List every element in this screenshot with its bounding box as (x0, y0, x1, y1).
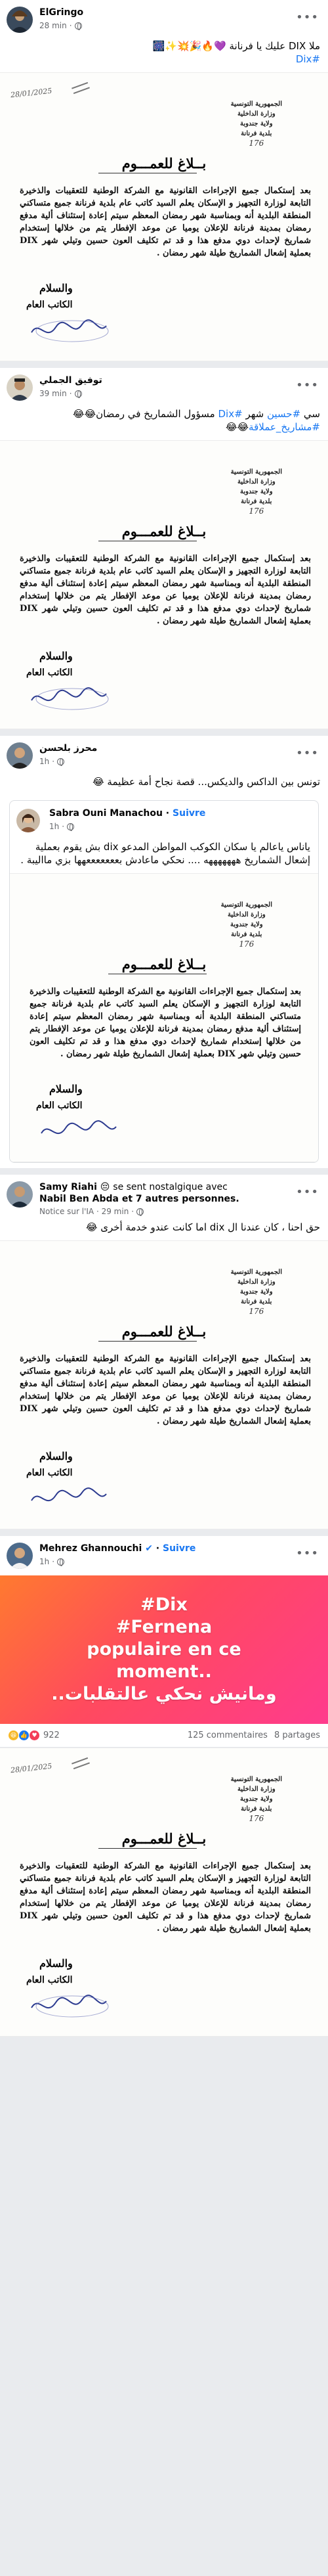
banner-hashtag[interactable]: #Fernena (115, 1617, 213, 1637)
post-meta: 1h · (39, 757, 64, 766)
post-time[interactable]: 1h (39, 757, 50, 766)
signatory: الكاتب العام (26, 300, 73, 310)
globe-icon (75, 22, 82, 30)
verified-icon: ✔ (145, 1543, 153, 1554)
letterhead (231, 1267, 282, 1317)
post-image-announcement[interactable] (0, 1748, 328, 2037)
feeling-emoji: 😔 (100, 1182, 110, 1192)
avatar[interactable] (7, 7, 33, 33)
signature-stamp (26, 313, 112, 346)
author-name[interactable]: توفيق الجملي (39, 375, 102, 386)
header-line: الجمهورية التونسية (230, 1269, 282, 1276)
post (0, 0, 328, 361)
post-header (0, 1175, 328, 1221)
closing: والسلام (49, 1083, 83, 1095)
announcement-title: بــلاغ للعمـــوم (121, 956, 207, 972)
author-name (39, 1182, 228, 1192)
reactions-summary[interactable] (8, 1730, 60, 1741)
closing: والسلام (39, 282, 73, 294)
header-line: وزارة الداخلية (237, 110, 276, 118)
header-line: ولاية جندوبة (240, 488, 273, 495)
closing: والسلام (39, 1957, 73, 1970)
caption-text: ياناس ياعالم يا سكان الكوكب المواطن المدعو dix بش يقوم بعملية إشعال الشماريخ هههههههه .... نحكي ماعادش بعععععععهها بزي مااليبة . (20, 841, 310, 866)
reference-number: 176 (249, 1814, 264, 1823)
follow-button[interactable]: Suivre (163, 1543, 196, 1554)
banner-text: moment.. (116, 1661, 212, 1682)
haha-reaction-icon: 😆 (8, 1730, 19, 1741)
post-time[interactable]: 1h (49, 822, 60, 831)
more-options-icon[interactable]: ••• (296, 11, 319, 24)
announcement-title: بــلاغ للعمـــوم (121, 155, 207, 171)
post-stats (0, 1724, 328, 1748)
post-meta: 1h · (49, 822, 74, 831)
post-header (0, 736, 328, 775)
header-line: الجمهورية التونسية (230, 468, 282, 476)
announcement-body: بعد إستكمال جميع الإجراءات القانونية مع الشركة الوطنية للتعقيبات والذخيرة التابعة لوزارة التجهيز و الإسكان يعلم السيد كاتب عام بلدية فرنانة جميع متساكني المنطقة البلدية أنه وبمناسبة شهر رمضان المعظم سيتم إعادة إستئناف ألية مدفع رمضان بمدينة فرنانة للإعلان يوميا عن موعد الإفطار يتم من خلالها إستخدام شماريخ لإحداث دوي مدفع هذا و قد تم تكليف العون حسين وتيلي شهر DIX بعملية إشعال الشماريخ طيلة شهر رمضان . (20, 1354, 311, 1426)
post-meta: 1h · (39, 1557, 64, 1566)
author-name[interactable]: Mehrez Ghannouchi ✔ · Suivre (39, 1543, 196, 1554)
follow-button[interactable]: Suivre (173, 808, 206, 819)
more-options-icon[interactable]: ••• (296, 1547, 319, 1560)
post-image-announcement[interactable] (0, 72, 328, 361)
hashtag-link[interactable]: #Dix (295, 53, 320, 65)
globe-icon (57, 1558, 64, 1566)
header-line: بلدية فرنانة (241, 130, 272, 137)
header-line: الجمهورية التونسية (230, 1776, 282, 1783)
avatar[interactable] (16, 809, 40, 832)
signatory: الكاتب العام (26, 1975, 73, 1985)
signature-stamp (26, 1988, 112, 2021)
comments-count[interactable]: 125 commentaires (187, 1730, 268, 1740)
banner-hashtag[interactable]: #Dix (140, 1594, 188, 1615)
post (0, 1175, 328, 1529)
announcement-body: بعد إستكمال جميع الإجراءات القانونية مع الشركة الوطنية للتعقيبات والذخيرة التابعة لوزارة التجهيز و الإسكان يعلم السيد كاتب عام بلدية فرنانة جميع متساكني المنطقة البلدية أنه وبمناسبة شهر رمضان المعظم سيتم إعادة إستئناف ألية مدفع رمضان بمدينة فرنانة للإعلان يوميا عن موعد الإفطار يتم من خلالها إستخدام شماريخ لإحداث دوي مدفع هذا و قد تم تكليف العون حسين وتيلي شهر DIX بعملية إشعال الشماريخ طيلة شهر رمضان . (20, 554, 311, 626)
signature-stamp (26, 681, 112, 713)
signature-stamp (36, 1114, 121, 1146)
caption-text: تونس بين الداكس والديكس... قصة نجاح أمة عظيمة 😂 (92, 776, 320, 788)
post-caption (0, 407, 328, 440)
header-line: الجمهورية التونسية (220, 901, 272, 909)
header-line: بلدية فرنانة (231, 931, 262, 938)
caption-text: ملا DIX عليك يا فرنانة 💜🔥🎉💥✨🎆 (152, 40, 320, 52)
announcement-title: بــلاغ للعمـــوم (121, 523, 207, 539)
reference-number: 176 (249, 139, 264, 148)
avatar[interactable] (7, 742, 33, 769)
love-reaction-icon: ♥ (29, 1730, 40, 1741)
post-header (0, 1536, 328, 1575)
pen-mark (72, 1757, 90, 1769)
header-line: بلدية فرنانة (241, 1298, 272, 1305)
banner-text: ومانيش نحكي عالتقلبات.. (51, 1684, 277, 1704)
caption-text: 😂😂 (225, 421, 249, 433)
caption-text: حق احنا ، كان عندنا ال dix اما كانت عندو خدمة أخرى 😂 (85, 1221, 320, 1233)
announcement-body: بعد إستكمال جميع الإجراءات القانونية مع الشركة الوطنية للتعقيبات والذخيرة التابعة لوزارة التجهيز و الإسكان يعلم السيد كاتب عام بلدية فرنانة جميع متساكني المنطقة البلدية أنه وبمناسبة شهر رمضان المعظم سيتم إعادة إستئناف ألية مدفع رمضان بمدينة فرنانة للإعلان يوميا عن موعد الإفطار يتم من خلالها إستخدام شماريخ لإحداث دوي مدفع هذا و قد تم تكليف العون حسين وتيلي شهر DIX بعملية إشعال الشماريخ طيلة شهر رمضان . (20, 1861, 311, 1933)
announcement-body: بعد إستكمال جميع الإجراءات القانونية مع الشركة الوطنية للتعقيبات والذخيرة التابعة لوزارة التجهيز و الإسكان يعلم السيد كاتب عام بلدية فرنانة جميع متساكني المنطقة البلدية أنه وبمناسبة شهر رمضان المعظم سيتم إعادة إستئناف ألية مدفع رمضان بمدينة فرنانة للإعلان يوميا عن موعد الإفطار يتم من خلالها إستخدام شماريخ لإحداث دوي مدفع هذا و قد تم تكليف العون حسين وتيلي شهر DIX بعملية إشعال الشماريخ طيلة شهر رمضان . (30, 987, 301, 1059)
post (0, 368, 328, 729)
post-time[interactable]: Notice sur l'IA · 29 min (39, 1207, 129, 1216)
signatory: الكاتب العام (36, 1100, 83, 1111)
caption-text: مسؤول الشماريخ في رمضان😂😂 (73, 408, 218, 420)
post-header (0, 0, 328, 39)
tagged-people[interactable]: Nabil Ben Abda et 7 autres personnes. (39, 1194, 239, 1204)
post-header (0, 368, 328, 407)
post-caption (0, 775, 328, 795)
letterhead (231, 467, 282, 516)
author-name[interactable]: Sabra Ouni Manachou · Suivre (49, 808, 206, 819)
handwritten-date: 28/01/2025 (10, 1761, 52, 1775)
post-header (10, 801, 318, 840)
header-line: وزارة الداخلية (237, 478, 276, 486)
post-image-announcement[interactable] (0, 1240, 328, 1529)
globe-icon (67, 823, 74, 830)
signatory: الكاتب العام (26, 667, 73, 678)
post-time[interactable]: 1h (39, 1557, 50, 1566)
reference-number: 176 (239, 939, 255, 949)
avatar[interactable] (7, 1181, 33, 1208)
hashtag-link[interactable]: #مشاريخ_عملاقة (249, 421, 320, 433)
letterhead (221, 900, 272, 949)
letterhead (231, 1774, 282, 1824)
closing: والسلام (39, 1450, 73, 1462)
announcement-title: بــلاغ للعمـــوم (121, 1830, 207, 1847)
title-underline (98, 1848, 197, 1849)
post-image-announcement[interactable] (0, 440, 328, 729)
post-image-announcement[interactable] (10, 873, 318, 1162)
post-caption (0, 1221, 328, 1240)
more-options-icon[interactable]: ••• (296, 378, 319, 392)
header-line: ولاية جندوبة (230, 921, 263, 928)
header-line: ولاية جندوبة (240, 1796, 273, 1803)
title-underline (98, 1341, 197, 1342)
globe-icon (75, 390, 82, 397)
hashtag-link[interactable]: #حسين (266, 408, 301, 420)
post-time[interactable]: 39 min (39, 389, 67, 398)
header-line: ولاية جندوبة (240, 1288, 273, 1296)
globe-icon (136, 1208, 144, 1215)
avatar[interactable] (7, 374, 33, 401)
pen-mark (72, 82, 90, 94)
header-line: بلدية فرنانة (241, 498, 272, 505)
post-time[interactable]: 28 min (39, 21, 67, 30)
more-options-icon[interactable]: ••• (296, 1185, 319, 1199)
caption-text: شهر (242, 408, 267, 420)
shared-post[interactable] (9, 800, 319, 1163)
author-name[interactable]: ElGringo (39, 7, 84, 18)
reference-number: 176 (249, 507, 264, 516)
reactions-count[interactable]: 922 (43, 1730, 60, 1740)
post-meta: 39 min · (39, 389, 82, 398)
reference-number: 176 (249, 1307, 264, 1316)
author-name-text[interactable]: Samy Riahi (39, 1182, 97, 1192)
like-reaction-icon: 👍 (18, 1730, 30, 1741)
post-meta: Notice sur l'IA · 29 min · (39, 1207, 144, 1216)
globe-icon (57, 758, 64, 765)
post (0, 1536, 328, 2037)
more-options-icon[interactable]: ••• (296, 746, 319, 760)
text-background-post[interactable] (0, 1575, 328, 1724)
post-meta: 28 min · (39, 21, 82, 30)
header-line: وزارة الداخلية (237, 1278, 276, 1286)
announcement-body: بعد إستكمال جميع الإجراءات القانونية مع الشركة الوطنية للتعقيبات والذخيرة التابعة لوزارة التجهيز و الإسكان يعلم السيد كاتب عام بلدية فرنانة جميع متساكني المنطقة البلدية أنه وبمناسبة شهر رمضان المعظم سيتم إعادة إستئناف ألية مدفع رمضان بمدينة فرنانة للإعلان يوميا عن موعد الإفطار يتم من خلالها إستخدام شماريخ لإحداث دوي مدفع هذا و قد تم تكليف العون حسين وتيلي شهر DIX بعملية إشعال الشماريخ طيلة شهر رمضان . (20, 186, 311, 258)
letterhead (231, 99, 282, 148)
header-line: الجمهورية التونسية (230, 101, 282, 108)
signature-stamp (26, 1481, 112, 1514)
header-line: وزارة الداخلية (227, 911, 266, 918)
header-line: بلدية فرنانة (241, 1805, 272, 1813)
hashtag-link[interactable]: #Dix (218, 408, 243, 420)
header-line: ولاية جندوبة (240, 120, 273, 127)
post-caption (10, 840, 318, 873)
banner-text: populaire en ce (87, 1639, 241, 1660)
signatory: الكاتب العام (26, 1468, 73, 1478)
caption-text: سي (300, 408, 320, 420)
closing: والسلام (39, 650, 73, 662)
post (0, 736, 328, 1168)
author-name-text[interactable]: Mehrez Ghannouchi (39, 1543, 142, 1554)
author-name-text[interactable]: Sabra Ouni Manachou (49, 808, 163, 819)
handwritten-date: 28/01/2025 (10, 86, 52, 100)
announcement-title: بــلاغ للعمـــوم (121, 1323, 207, 1340)
avatar[interactable] (7, 1543, 33, 1569)
author-name[interactable]: محرز بلحسن (39, 743, 98, 754)
header-line: وزارة الداخلية (237, 1786, 276, 1793)
shares-count[interactable]: 8 partages (274, 1730, 320, 1740)
feeling-text: se sent nostalgique avec (113, 1182, 228, 1192)
post-caption (0, 39, 328, 72)
